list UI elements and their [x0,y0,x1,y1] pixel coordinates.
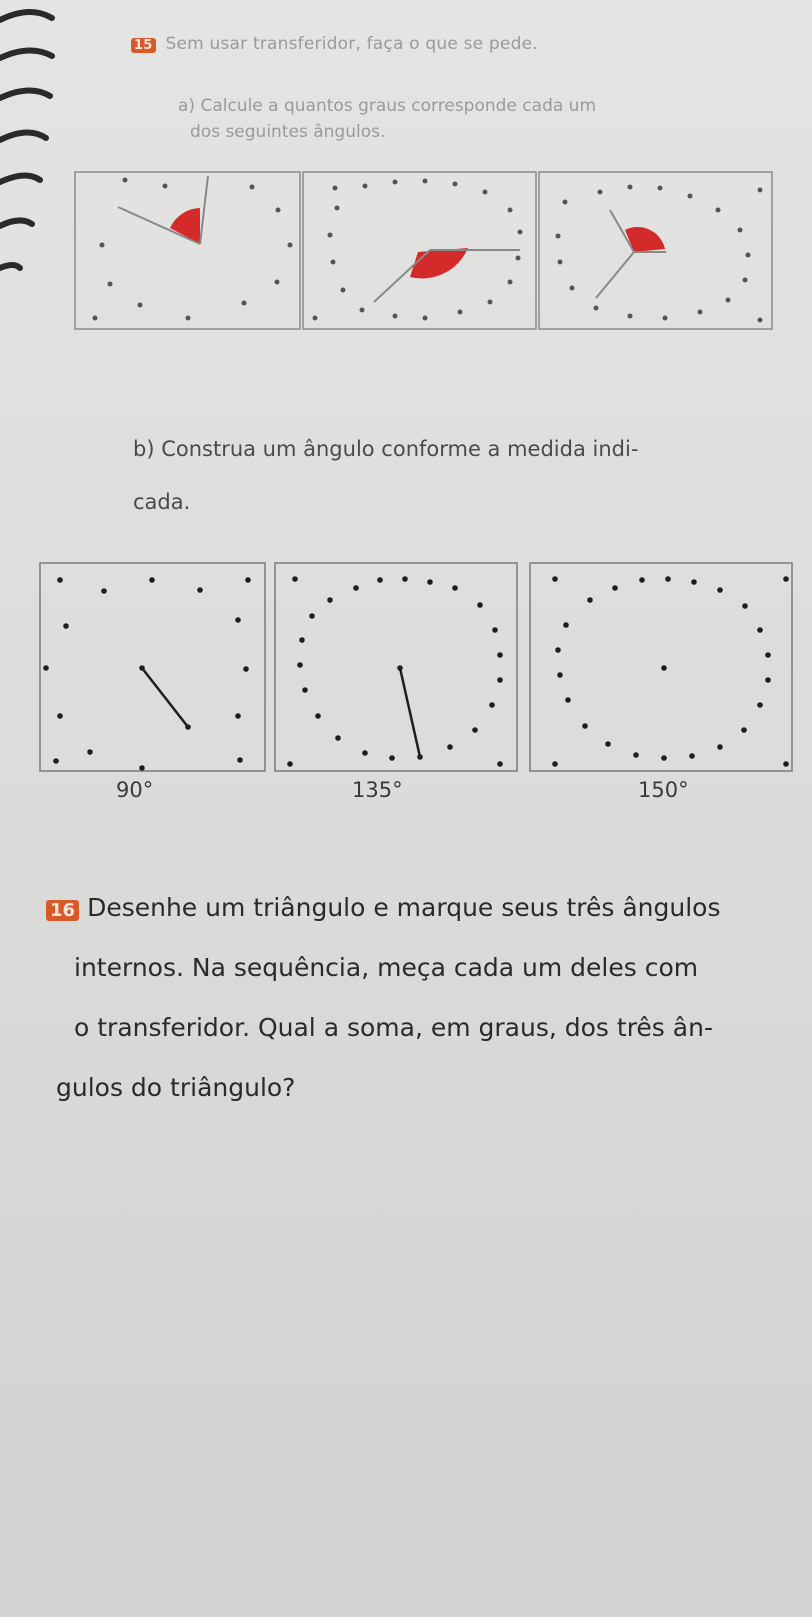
exercise-16-line3: o transferidor. Qual a soma, em graus, dos três ân- [74,1013,713,1042]
angle-label-90: 90° [116,778,154,802]
part-a-frame-3 [539,172,772,329]
part-b-text-line1: b) Construa um ângulo conforme a medida indi- [133,437,639,461]
given-ray-135 [400,668,420,757]
exercise-15-instruction: 15 Sem usar transferidor, faça o que se pede. [131,34,538,54]
angle-label-150: 150° [638,778,689,802]
part-b-frame-1 [40,563,265,771]
part-a-angle-sectors [170,208,665,278]
angle-sector-1 [170,208,200,244]
angle-sector-2 [410,248,468,278]
part-b-given-rays [142,668,420,757]
part-a-figures [75,172,772,329]
part-b-frame-3 [530,563,792,771]
part-a-dots [93,178,763,323]
part-a-text-line2: dos seguintes ângulos. [190,122,386,142]
exercise-number-badge: 16 [46,900,79,921]
exercise-number-badge: 15 [131,38,156,53]
exercise-16-line4: gulos do triângulo? [56,1073,296,1102]
part-b-frame-2 [275,563,517,771]
angle-label-135: 135° [352,778,403,802]
part-a-frame-1 [75,172,300,329]
part-a-text-line1: a) Calcule a quantos graus corresponde cada um [178,96,597,116]
exercise-16-line1: 16 Desenhe um triângulo e marque seus três ângulos [46,893,721,922]
exercise-16-line2: internos. Na sequência, meça cada um deles com [74,953,699,982]
part-b-text-line2: cada. [133,490,191,514]
part-a-angle-rays [118,176,666,302]
given-ray-90 [142,668,188,727]
